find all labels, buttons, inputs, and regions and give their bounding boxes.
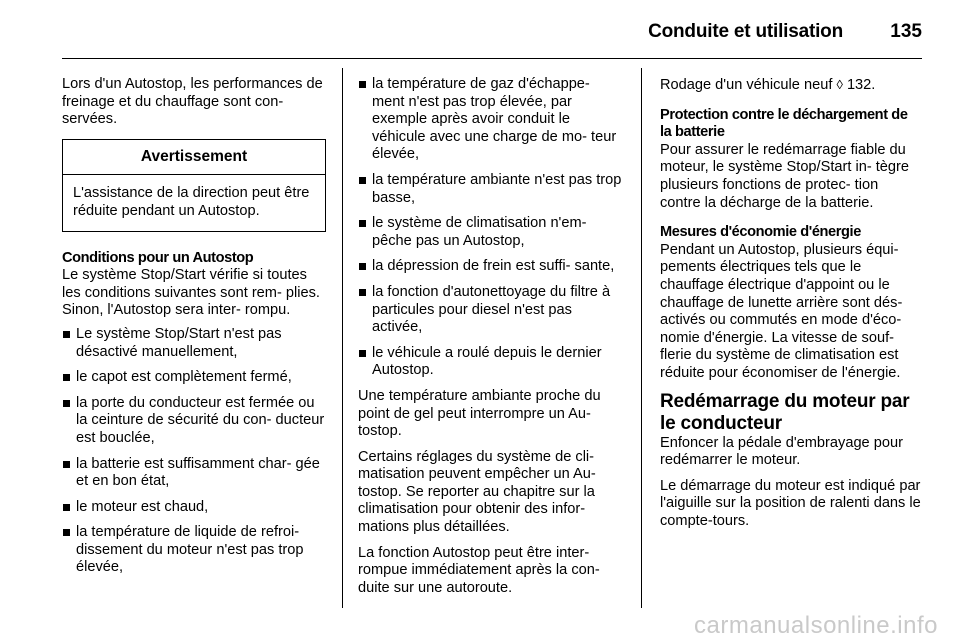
conditions-list <box>62 326 326 577</box>
page-reference-icon: ◊ <box>836 77 843 92</box>
column-3 <box>660 76 922 538</box>
watermark-text: carmanualsonline.info <box>694 612 938 639</box>
protection-paragraph: Pour assurer le redémarrage fiable du moteur, le système Stop/Start in- tègre plusieurs fonctions de protec- tion contre la décharge de la batterie. <box>660 141 910 211</box>
list-item: la température ambiante n'est pas trop basse, <box>358 172 624 207</box>
page-number: 135 <box>890 21 922 42</box>
conditions-paragraph: Le système Stop/Start vérifie si toutes les conditions suivantes sont rem- plies. Sinon, l'Autostop sera inter- rompu. <box>62 267 320 319</box>
paragraph: Une température ambiante proche du point de gel peut interrompre un Au- tostop. <box>358 387 601 440</box>
warning-box <box>62 139 326 232</box>
conditions-heading: Conditions pour un Autostop <box>62 249 254 266</box>
header-divider <box>62 58 922 59</box>
rodage-text: Rodage d'un véhicule neuf <box>660 77 833 93</box>
paragraph: Certains réglages du système de cli- matisation peuvent empêcher un Au- tostop. Se reporter au chapitre sur la climatisation pour obtenir des infor- mations plus détaillées. <box>358 448 596 536</box>
list-item: la fonction d'autonettoyage du filtre à particules pour diesel n'est pas activée, <box>358 284 624 337</box>
energy-paragraph: Pendant un Autostop, plusieurs équi- pements électriques tels que le chauffage électrique d'appoint ou le chauffage de lunette arrière sont dés- activés ou commutés en mode d'éco- nomie d'énergie. La vitesse de souf- flerie du système de climatisation est réduite pour économiser de l'énergie. <box>660 241 903 381</box>
list-item: le système de climatisation n'em- pêche pas un Autostop, <box>358 215 624 250</box>
list-item: le moteur est chaud, <box>62 499 326 517</box>
list-item: le véhicule a roulé depuis le dernier Autostop. <box>358 345 624 380</box>
list-item: le capot est complètement fermé, <box>62 369 326 387</box>
list-item: Le système Stop/Start n'est pas désactivé manuellement, <box>62 326 326 361</box>
column-2 <box>358 76 624 605</box>
list-item: la température de liquide de refroi- dissement du moteur n'est pas trop élevée, <box>62 524 326 577</box>
energy-heading: Mesures d'économie d'énergie <box>660 224 861 241</box>
chapter-title: Conduite et utilisation <box>648 21 843 42</box>
list-item: la dépression de frein est suffi- sante, <box>358 258 624 276</box>
list-item: la température de gaz d'échappe- ment n'est pas trop élevée, par exemple après avoir conduit le véhicule avec une charge de mo- teur élevée, <box>358 76 624 164</box>
conditions-list-continued <box>358 76 624 380</box>
column-divider-2 <box>641 68 642 608</box>
list-item: la batterie est suffisamment char- gée et en bon état, <box>62 456 326 491</box>
protection-heading: Protection contre le déchargement de la batterie <box>660 106 908 141</box>
restart-heading: Redémarrage du moteur par le conducteur <box>660 390 910 434</box>
paragraph: La fonction Autostop peut être inter- rompue immédiatement après la con- duite sur une autoroute. <box>358 544 600 596</box>
page-header <box>0 0 960 60</box>
intro-paragraph: Lors d'un Autostop, les performances de freinage et du chauffage sont con- servées. <box>62 76 323 128</box>
column-1 <box>62 76 326 585</box>
rodage-reference <box>660 76 922 95</box>
restart-paragraph-2: Le démarrage du moteur est indiqué par l'aiguille sur la position de ralenti dans le compte-tours. <box>660 477 921 529</box>
list-item: la porte du conducteur est fermée ou la ceinture de sécurité du con- ducteur est bouclée, <box>62 395 326 448</box>
rodage-page-link[interactable]: 132. <box>846 77 876 93</box>
warning-title: Avertissement <box>63 140 325 176</box>
restart-paragraph-1: Enfoncer la pédale d'embrayage pour redémarrer le moteur. <box>660 434 903 469</box>
column-divider-1 <box>342 68 343 608</box>
warning-body: L'assistance de la direction peut être réduite pendant un Autostop. <box>73 185 310 219</box>
